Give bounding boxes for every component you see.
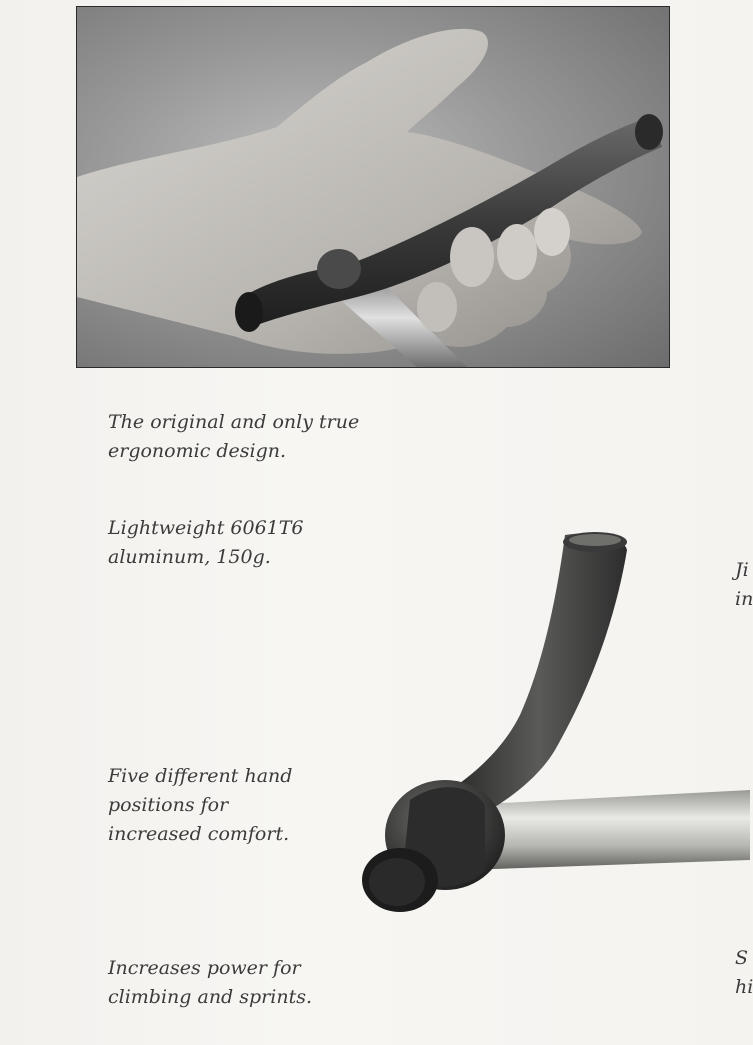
right-edge-text-fragment [735, 944, 753, 1002]
caption-line: Lightweight 6061T6 [108, 517, 304, 539]
fragment-line: S [735, 947, 749, 969]
caption-line: positions for [108, 794, 229, 816]
caption-line: aluminum, 150g. [108, 546, 271, 568]
fragment-line: Ji [735, 559, 749, 581]
right-edge-text-fragment [735, 556, 753, 614]
fragment-line: in [735, 588, 753, 610]
hand-grip-illustration [77, 7, 669, 367]
caption-hand-positions [108, 762, 358, 849]
caption-ergonomic-design [108, 408, 408, 466]
caption-line: The original and only true [108, 411, 360, 433]
caption-power [108, 954, 408, 1012]
caption-line: Five different hand [108, 765, 293, 787]
fragment-line: hi [735, 976, 753, 998]
caption-line: climbing and sprints. [108, 986, 312, 1008]
caption-line: Increases power for [108, 957, 301, 979]
bar-end-illustration [355, 520, 750, 930]
bar-end-product-image [355, 520, 750, 930]
caption-line: increased comfort. [108, 823, 290, 845]
caption-line: ergonomic design. [108, 440, 287, 462]
hand-grip-photo [76, 6, 670, 368]
